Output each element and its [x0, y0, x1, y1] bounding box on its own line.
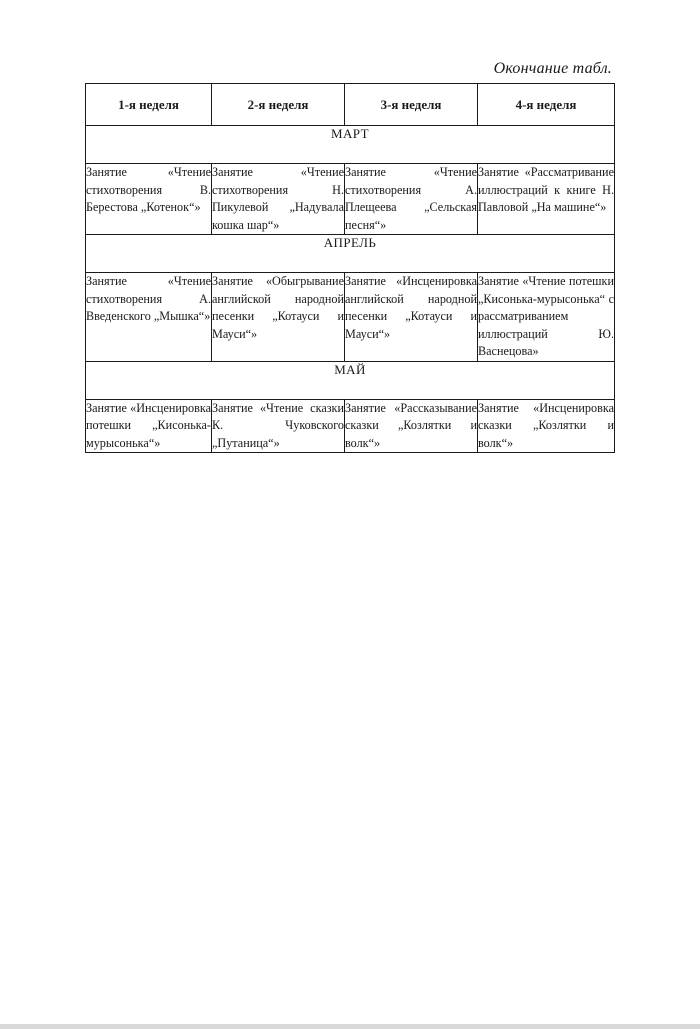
- april-week-3-cell: Занятие «Инсценировка английской народной песенки „Котауси и Мауси“»: [345, 273, 478, 362]
- month-row-march: [86, 126, 615, 164]
- week-3-header: 3-я неделя: [345, 84, 478, 126]
- may-week-3-cell: Занятие «Рассказывание сказки „Козлятки и волк“»: [345, 399, 478, 453]
- activities-row-may: [86, 399, 615, 453]
- month-title-may: МАЙ: [86, 361, 615, 399]
- week-1-header: 1-я неделя: [86, 84, 212, 126]
- march-week-3-cell: Занятие «Чтение стихотворения А. Плещеева „Сельская песня“»: [345, 164, 478, 235]
- march-week-2-cell: Занятие «Чтение стихотворения Н. Пикулевой „Надувала кошка шар“»: [212, 164, 345, 235]
- march-week-1-cell: Занятие «Чтение стихотворения В. Берестова „Котенок“»: [86, 164, 212, 235]
- april-week-2-cell: Занятие «Обыгрывание английской народной песенки „Котауси и Мауси“»: [212, 273, 345, 362]
- activities-row-march: [86, 164, 615, 235]
- may-week-2-cell: Занятие «Чтение сказки К. Чуковского „Путаница“»: [212, 399, 345, 453]
- month-row-may: [86, 361, 615, 399]
- april-week-4-cell: Занятие «Чтение потешки „Кисонька-мурысонька“ с рассматриванием иллюстраций Ю. Васнецова»: [478, 273, 615, 362]
- activities-row-april: [86, 273, 615, 362]
- week-2-header: 2-я неделя: [212, 84, 345, 126]
- month-row-april: [86, 235, 615, 273]
- march-week-4-cell: Занятие «Рассматривание иллюстраций к книге Н. Павловой „На машине“»: [478, 164, 615, 235]
- may-week-1-cell: Занятие «Инсценировка потешки „Кисонька-мурысонька“»: [86, 399, 212, 453]
- april-week-1-cell: Занятие «Чтение стихотворения А. Введенского „Мышка“»: [86, 273, 212, 362]
- week-4-header: 4-я неделя: [478, 84, 615, 126]
- header-row: [86, 84, 615, 126]
- schedule-table: [85, 83, 615, 453]
- table-caption: Окончание табл.: [493, 60, 612, 77]
- may-week-4-cell: Занятие «Инсценировка сказки „Козлятки и волк“»: [478, 399, 615, 453]
- page-bottom-border: [0, 1024, 700, 1029]
- month-title-march: МАРТ: [86, 126, 615, 164]
- month-title-april: АПРЕЛЬ: [86, 235, 615, 273]
